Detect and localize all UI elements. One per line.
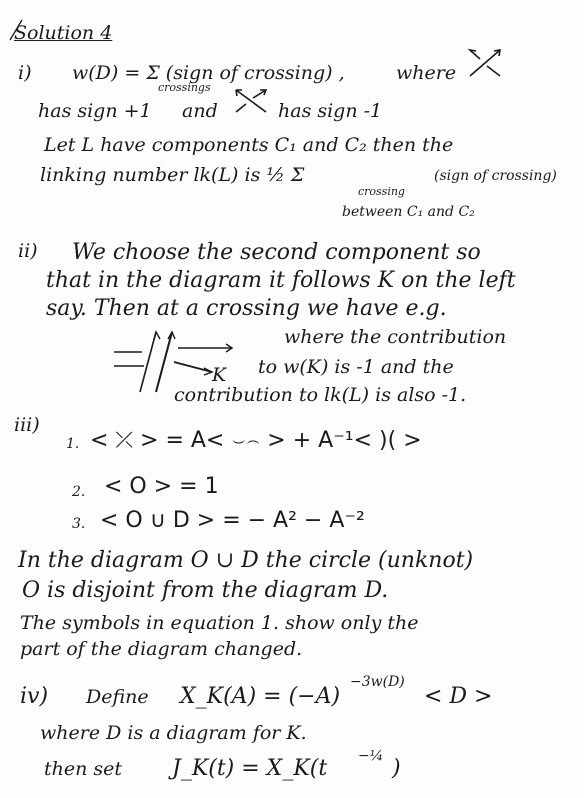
part-ii-line-3: say. Then at a crossing we have e.g. — [46, 296, 447, 321]
equation-2: < O > = 1 — [104, 474, 219, 499]
part-iv-line-2: where D is a diagram for K. — [40, 722, 307, 744]
linking-subscript-between: between C₁ and C₂ — [342, 204, 475, 220]
part-ii-line-2: that in the diagram it follows K on the left — [46, 268, 516, 293]
title-tick-mark — [8, 18, 28, 42]
where-word: where — [396, 62, 457, 84]
equation-2-number: 2. — [72, 484, 86, 500]
then-set-text: then set — [44, 758, 123, 780]
part-ii-line-4: where the contribution — [284, 326, 507, 348]
page-title: Solution 4 — [14, 22, 113, 44]
sign-plus-one-text: has sign +1 — [38, 100, 152, 122]
jones-closing-paren: ) — [392, 756, 401, 781]
jones-exponent: −¼ — [358, 748, 384, 764]
sign-minus-one-text: has sign -1 — [278, 100, 383, 122]
sign-of-crossing-text: (sign of crossing) — [434, 168, 557, 184]
components-text: Let L have components C₁ and C₂ then the — [44, 134, 454, 156]
part-ii-line-5: to w(K) is -1 and the — [258, 356, 454, 378]
negative-crossing-icon — [232, 86, 272, 116]
linking-number-text: linking number lk(L) is ½ Σ — [40, 164, 305, 186]
writhe-formula: w(D) = Σ (sign of crossing) , — [72, 62, 345, 84]
bracket-of-diagram: < D > — [424, 684, 493, 709]
define-word: Define — [86, 686, 149, 708]
part-iii-text-3: The symbols in equation 1. show only the — [20, 612, 419, 634]
part-ii-line-1: We choose the second component so — [72, 240, 481, 265]
linking-subscript-crossing: crossing — [358, 185, 405, 198]
equation-3-number: 3. — [72, 516, 86, 532]
and-word: and — [182, 100, 218, 122]
equation-3: < O ∪ D > = − A² − A⁻² — [100, 508, 365, 533]
writhe-formula-subscript: crossings — [158, 81, 211, 94]
part-i-label: i) — [18, 62, 32, 84]
crossing-diagram-k-label: K — [212, 364, 227, 386]
part-ii-line-6: contribution to lk(L) is also -1. — [174, 384, 467, 406]
part-iii-text-1: In the diagram O ∪ D the circle (unknot) — [18, 548, 474, 573]
polynomial-definition: X_K(A) = (−A) — [180, 684, 341, 709]
part-iii-text-2: O is disjoint from the diagram D. — [22, 578, 389, 603]
equation-1-number: 1. — [66, 436, 80, 452]
equation-1: < ⤫ > = A< ⌣⌢ > + A⁻¹< )( > — [90, 428, 422, 453]
jones-polynomial-definition: J_K(t) = X_K(t — [172, 756, 328, 781]
part-iii-text-4: part of the diagram changed. — [20, 638, 303, 660]
polynomial-exponent: −3w(D) — [350, 674, 405, 690]
part-iv-label: iv) — [20, 684, 49, 709]
positive-crossing-icon — [466, 46, 506, 80]
part-ii-label: ii) — [18, 240, 38, 262]
part-iii-label: iii) — [14, 414, 40, 436]
